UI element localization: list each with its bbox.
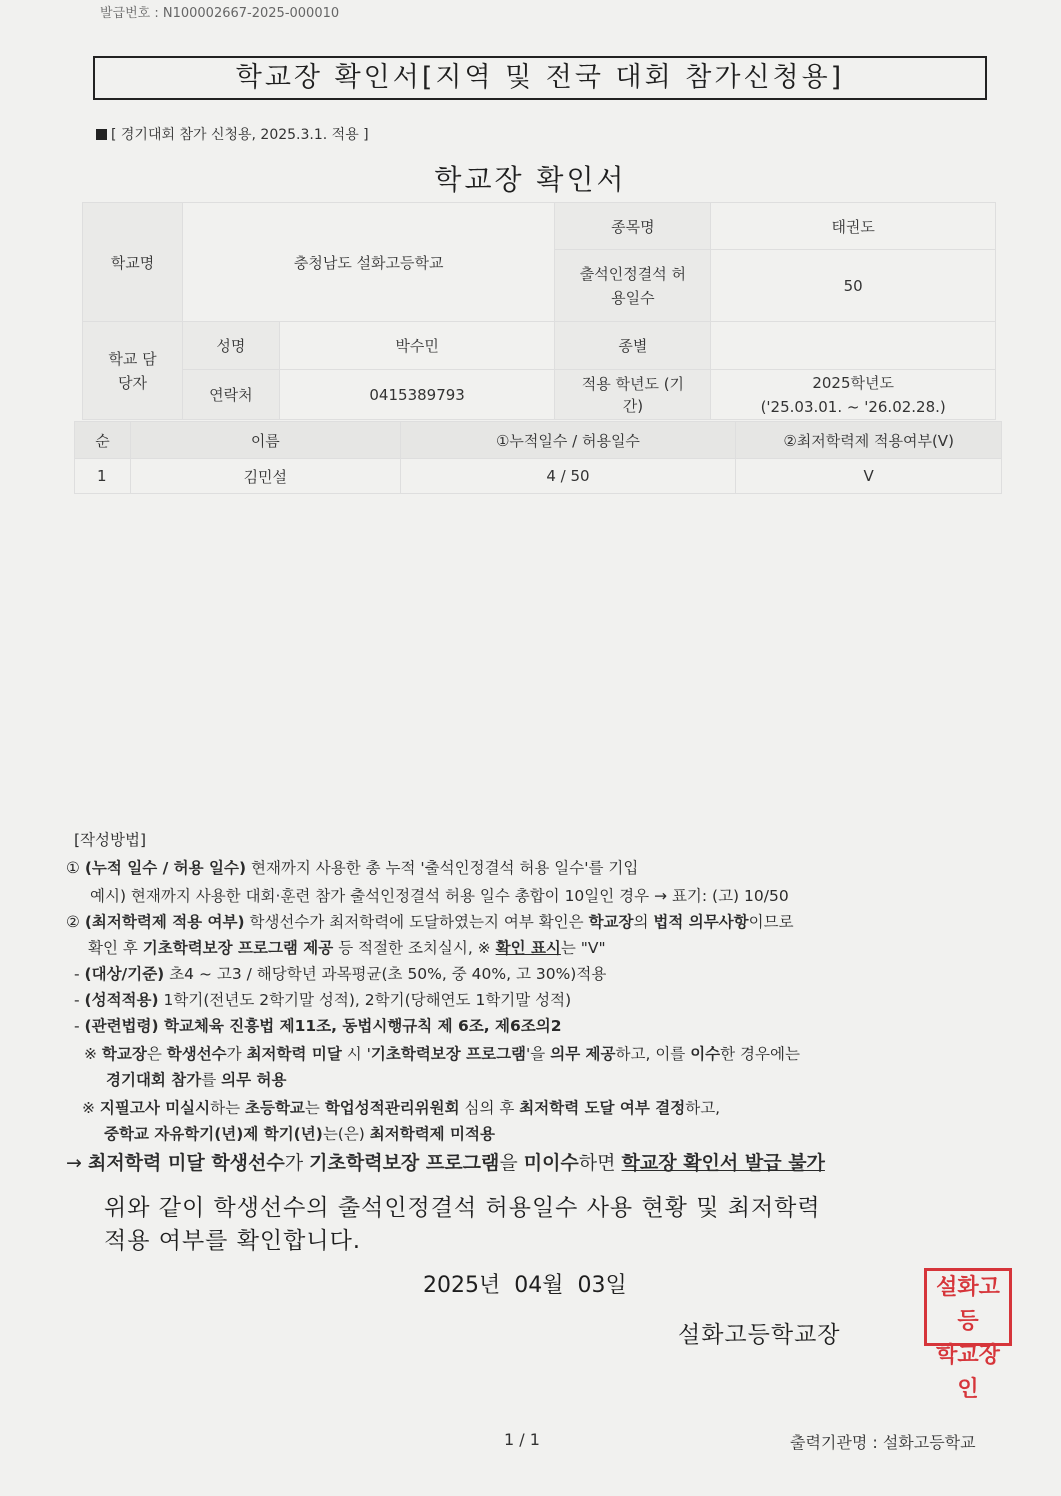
guide-l6-text: 1학기(전년도 2학기말 성적), 2학기(당해연도 1학기말 성적) xyxy=(158,991,572,1009)
school-manager-label xyxy=(83,322,183,420)
school-year-label xyxy=(555,370,711,420)
school-year-cell xyxy=(711,370,996,420)
guide-l9-t1: 를 xyxy=(201,1071,222,1089)
guide-l11-t1: 는(은) xyxy=(322,1125,370,1143)
guide-l8-t1: 은 xyxy=(146,1045,167,1063)
manager-name-value: 박수민 xyxy=(279,322,555,370)
category-label: 종별 xyxy=(555,322,711,370)
guide-l1-bold: (누적 일수 / 허용 일수) xyxy=(84,859,247,877)
school-year-period: ('25.03.01. ~ '26.02.28.) xyxy=(760,397,946,416)
page-number: 1 / 1 xyxy=(504,1430,540,1449)
allowed-days-label-text: 출석인정결석 허용일수 xyxy=(579,264,686,307)
guide-l10-t4: 하고, xyxy=(685,1099,721,1117)
guide-l6-dash: - xyxy=(74,991,85,1009)
guide-l3-b2: 학교장 xyxy=(588,913,634,931)
guide-l12-t3: 하면 xyxy=(578,1152,622,1174)
square-bullet-icon xyxy=(96,129,107,140)
guide-l12-bu: 학교장 확인서 발급 불가 xyxy=(621,1152,825,1174)
seal-line-2: 학교장인 xyxy=(936,1343,1000,1402)
guide-l5-text: 초4 ~ 고3 / 해당학년 과목평균(초 50%, 중 40%, 고 30%)적용 xyxy=(164,965,607,983)
guide-l11-b2: 최저학력제 미적용 xyxy=(369,1125,495,1143)
guide-l4-text3: 는 "V" xyxy=(560,939,606,957)
guide-l3-text3: 이므로 xyxy=(748,913,794,931)
school-year-label-text: 적용 학년도 (기간) xyxy=(581,374,685,415)
school-name-label: 학교명 xyxy=(83,203,183,322)
guide-l6-bold: (성적적용) xyxy=(84,991,159,1009)
guide-l7-dash: - xyxy=(74,1017,85,1035)
header-days: ①누적일수 / 허용일수 xyxy=(400,422,736,459)
guide-l8-b3: 최저학력 미달 xyxy=(246,1045,342,1063)
allowed-days-value: 50 xyxy=(711,250,996,322)
guide-l10-t2: 는 xyxy=(304,1099,325,1117)
guide-l9-b1: 경기대회 참가 xyxy=(106,1071,202,1089)
guide-line-2: 예시) 현재까지 사용한 대회·훈련 참가 출석인정결석 허용 일수 총합이 10일인 경우 → 표기: (고) 10/50 xyxy=(90,887,789,905)
seal-line-1: 설화고등 xyxy=(936,1275,1000,1334)
row-name: 김민설 xyxy=(130,459,400,494)
issue-date xyxy=(423,1268,641,1299)
guide-l8-t6: 한 경우에는 xyxy=(720,1045,800,1063)
date-day: 03일 xyxy=(577,1273,627,1298)
guide-l10-b4: 최저학력 도달 여부 결정 xyxy=(519,1099,686,1117)
sub-note xyxy=(96,124,369,144)
guide-l4-text2: 등 적절한 조치실시, ※ xyxy=(333,939,496,957)
guide-l10-b1: 지필고사 미실시 xyxy=(99,1099,211,1117)
guide-l12-t1: 가 xyxy=(284,1152,310,1174)
guide-l8-b1: 학교장 xyxy=(101,1045,147,1063)
school-name-value: 충청남도 설화고등학교 xyxy=(182,203,555,322)
school-year-value: 2025학년도 xyxy=(812,373,894,392)
guide-l3-bold: (최저학력제 적용 여부) xyxy=(84,913,245,931)
arrow-right-icon: → xyxy=(66,1152,88,1174)
guide-l8-b6: 이수 xyxy=(690,1045,721,1063)
sport-label: 종목명 xyxy=(555,203,711,250)
header-min-academic: ②최저학력제 적용여부(V) xyxy=(736,422,1002,459)
guide-l8-b2: 학생선수 xyxy=(166,1045,227,1063)
guide-l8-t4: '을 xyxy=(526,1045,551,1063)
guide-l11-b1: 중학교 자유학기(년)제 학기(년) xyxy=(104,1125,323,1143)
row-flag: V xyxy=(736,459,1002,494)
date-month: 04월 xyxy=(514,1273,564,1298)
list-header-row xyxy=(75,422,1002,459)
sub-note-text: [ 경기대회 참가 신청용, 2025.3.1. 적용 ] xyxy=(111,127,369,143)
guide-line-12 xyxy=(66,1148,825,1175)
contact-value: 0415389793 xyxy=(279,370,555,420)
printing-institution: 출력기관명 : 설화고등학교 xyxy=(790,1433,976,1452)
guide-l12-t2: 을 xyxy=(499,1152,524,1174)
date-year: 2025년 xyxy=(423,1273,501,1298)
guide-l5-dash: - xyxy=(74,965,85,983)
guide-l4-underline: 확인 표시 xyxy=(495,939,561,957)
guide-line-10 xyxy=(82,1096,720,1118)
guide-l4-b1: 기초학력보장 프로그램 제공 xyxy=(142,939,334,957)
official-seal-stamp xyxy=(924,1268,1012,1402)
guide-l10-b3: 학업성적관리위원회 xyxy=(324,1099,460,1117)
guide-l3-num: ② xyxy=(66,913,80,931)
row-days: 4 / 50 xyxy=(400,459,736,494)
guide-l10-t3: 심의 후 xyxy=(459,1099,520,1117)
guide-line-11 xyxy=(104,1122,495,1144)
guide-l3-text2: 의 xyxy=(633,913,654,931)
guide-l7-bold: (관련법령) xyxy=(84,1017,159,1035)
guide-l3-text1: 학생선수가 최저학력에 도달하였는지 여부 확인은 xyxy=(244,913,589,931)
guide-line-4 xyxy=(88,936,606,958)
guide-l8-t5: 하고, 이를 xyxy=(615,1045,691,1063)
guide-line-5 xyxy=(74,962,606,984)
header-no: 순 xyxy=(75,422,131,459)
student-list-table xyxy=(74,421,1002,494)
guide-line-3 xyxy=(66,910,794,932)
guide-l10-b2: 초등학교 xyxy=(245,1099,305,1117)
guide-l8-t2: 가 xyxy=(226,1045,247,1063)
guide-l12-b2: 기초학력보장 프로그램 xyxy=(309,1152,500,1174)
guide-l8-mark: ※ xyxy=(84,1045,102,1063)
guide-title: [작성방법] xyxy=(74,831,146,849)
guide-l10-t1: 하는 xyxy=(210,1099,246,1117)
confirmation-statement xyxy=(104,1192,821,1258)
guide-l12-b3: 미이수 xyxy=(523,1152,579,1174)
principal-name: 설화고등학교장 xyxy=(678,1322,841,1348)
main-title: 학교장 확인서[지역 및 전국 대회 참가신청용] xyxy=(93,56,987,100)
contact-label: 연락처 xyxy=(182,370,279,420)
guide-l9-b2: 의무 허용 xyxy=(221,1071,287,1089)
guide-l8-b4: 기초학력보장 프로그램 xyxy=(370,1045,527,1063)
header-name: 이름 xyxy=(130,422,400,459)
row-no: 1 xyxy=(75,459,131,494)
table-row xyxy=(75,459,1002,494)
manager-name-label: 성명 xyxy=(182,322,279,370)
confirmation-line-1: 위와 같이 학생선수의 출석인정결석 허용일수 사용 현황 및 최저학력 xyxy=(104,1195,821,1221)
allowed-days-label xyxy=(555,250,711,322)
guide-line-9 xyxy=(106,1068,286,1090)
guide-l1-text: 현재까지 사용한 총 누적 '출석인정결석 허용 일수'를 기입 xyxy=(246,859,639,877)
guide-line-6 xyxy=(74,988,571,1010)
guide-line-7 xyxy=(74,1014,562,1036)
doc-title: 학교장 확인서 xyxy=(434,163,627,196)
confirmation-line-2: 적용 여부를 확인합니다. xyxy=(104,1228,362,1254)
guide-l7-text: 학교체육 진흥법 제11조, 동법시행규칙 제 6조, 제6조의2 xyxy=(158,1017,562,1035)
school-info-table xyxy=(82,202,996,420)
guide-l4-text1: 확인 후 xyxy=(88,939,143,957)
guide-l5-bold: (대상/기준) xyxy=(84,965,165,983)
school-manager-label-text: 학교 담당자 xyxy=(108,349,157,392)
guide-l3-b3: 법적 의무사항 xyxy=(653,913,749,931)
issue-number: 발급번호 : N100002667-2025-000010 xyxy=(100,6,340,21)
guide-l1-num: ① xyxy=(66,859,80,877)
guide-l10-mark: ※ xyxy=(82,1099,100,1117)
sport-value: 태권도 xyxy=(711,203,996,250)
guide-l8-b5: 의무 제공 xyxy=(550,1045,616,1063)
guide-line-1 xyxy=(66,856,638,878)
guide-l12-b1: 최저학력 미달 학생선수 xyxy=(87,1152,285,1174)
category-value xyxy=(711,322,996,370)
guide-line-8 xyxy=(84,1042,800,1064)
guide-l8-t3: 시 ' xyxy=(341,1045,371,1063)
